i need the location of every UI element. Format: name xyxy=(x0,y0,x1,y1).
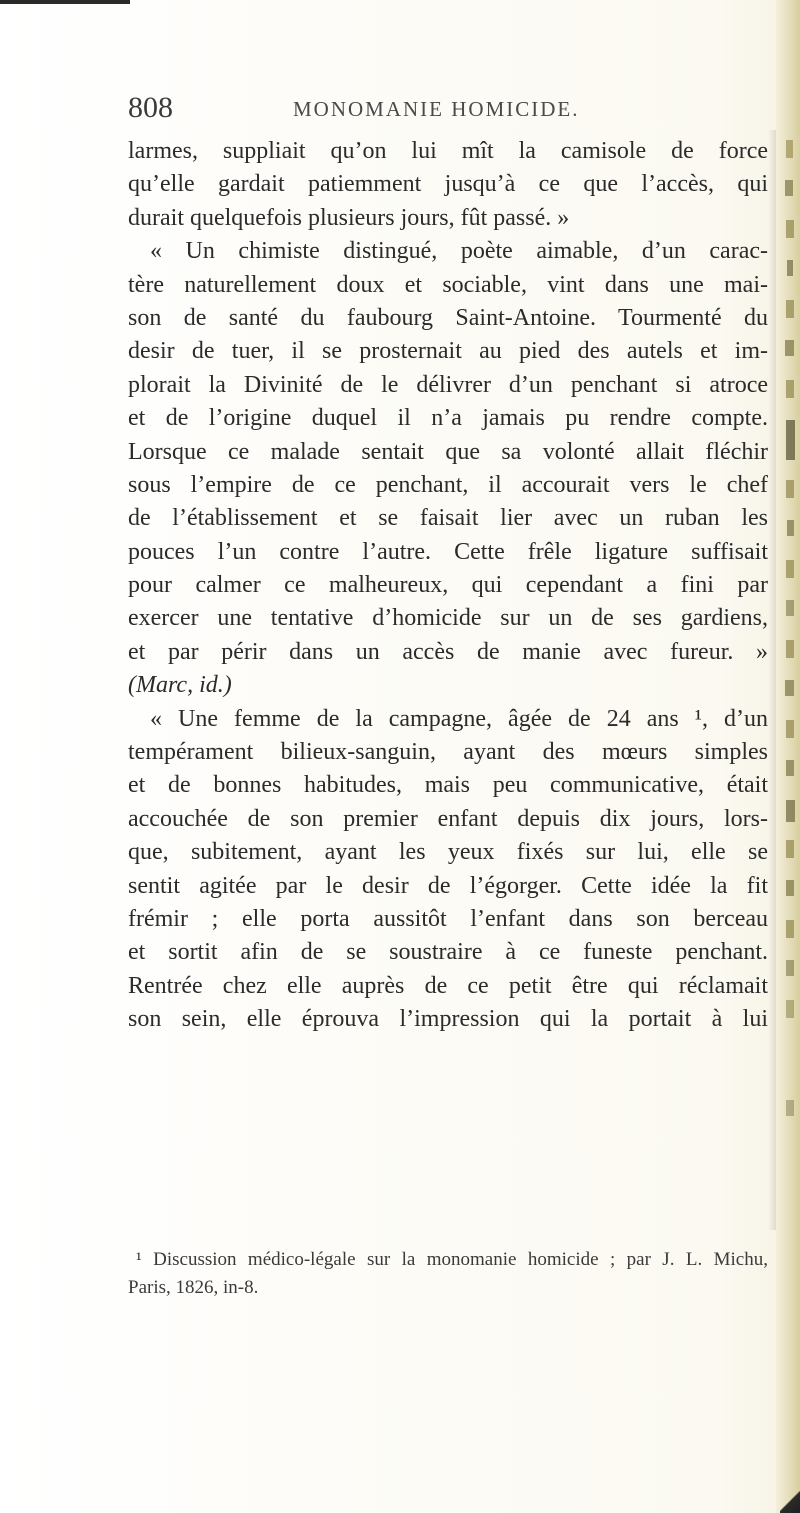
citation-line: (Marc, id.) xyxy=(128,672,232,699)
text-line: et de l’origine duquel il n’a jamais pu rendre compte. xyxy=(128,405,768,432)
text-line: de l’établissement et se faisait lier avec un ruban les xyxy=(128,505,768,532)
text-line: pouces l’un contre l’autre. Cette frêle ligature suffisait xyxy=(128,538,768,565)
text-line: exercer une tentative d’homicide sur un de ses gardiens, xyxy=(128,605,768,632)
running-head xyxy=(128,88,768,128)
scan-corner-mark xyxy=(780,1491,800,1513)
text-line: son de santé du faubourg Saint-Antoine. Tourmenté du xyxy=(128,304,768,331)
text-line: tère naturellement doux et sociable, vint dans une mai- xyxy=(128,271,768,298)
footnote xyxy=(128,1248,768,1304)
page-curl-shadow xyxy=(768,130,776,1230)
footnote-line: Paris, 1826, in-8. xyxy=(128,1277,259,1298)
text-line: et sortit afin de se soustraire à ce funeste penchant. xyxy=(128,939,768,966)
bleed-through-marks xyxy=(782,140,798,1230)
text-line: « Une femme de la campagne, âgée de 24 ans ¹, d’un xyxy=(150,705,768,732)
text-line: « Un chimiste distingué, poète aimable, d’un carac- xyxy=(150,238,768,265)
footnote-line: ¹ Discussion médico-légale sur la monomanie homicide ; par J. L. Michu, xyxy=(136,1249,768,1270)
text-line: durait quelquefois plusieurs jours, fût passé. » xyxy=(128,204,570,231)
text-line: sous l’empire de ce penchant, il accourait vers le chef xyxy=(128,471,768,498)
text-line: qu’elle gardait patiemment jusqu’à ce que l’accès, qui xyxy=(128,171,768,198)
body-text xyxy=(128,137,768,1039)
text-line: desir de tuer, il se prosternait au pied des autels et im- xyxy=(128,338,768,365)
page-number: 808 xyxy=(128,91,173,124)
text-line: tempérament bilieux-sanguin, ayant des mœurs simples xyxy=(128,739,768,766)
text-line: frémir ; elle porta aussitôt l’enfant dans son berceau xyxy=(128,905,768,932)
text-line: son sein, elle éprouva l’impression qui la portait à lui xyxy=(128,1006,768,1033)
running-title: MONOMANIE HOMICIDE. xyxy=(293,97,580,121)
text-line: Rentrée chez elle auprès de ce petit être qui réclamait xyxy=(128,972,768,999)
text-line: sentit agitée par le desir de l’égorger. Cette idée la fit xyxy=(128,872,768,899)
text-line: plorait la Divinité de le délivrer d’un penchant si atroce xyxy=(128,371,768,398)
text-line: accouchée de son premier enfant depuis dix jours, lors- xyxy=(128,805,768,832)
text-line: Lorsque ce malade sentait que sa volonté allait fléchir xyxy=(128,438,768,465)
text-line: pour calmer ce malheureux, qui cependant a fini par xyxy=(128,572,768,599)
text-line: larmes, suppliait qu’on lui mît la camisole de force xyxy=(128,138,768,164)
text-line: que, subitement, ayant les yeux fixés sur lui, elle se xyxy=(128,839,768,866)
text-line: et de bonnes habitudes, mais peu communicative, était xyxy=(128,772,768,799)
text-line: et par périr dans un accès de manie avec fureur. » xyxy=(128,638,768,665)
